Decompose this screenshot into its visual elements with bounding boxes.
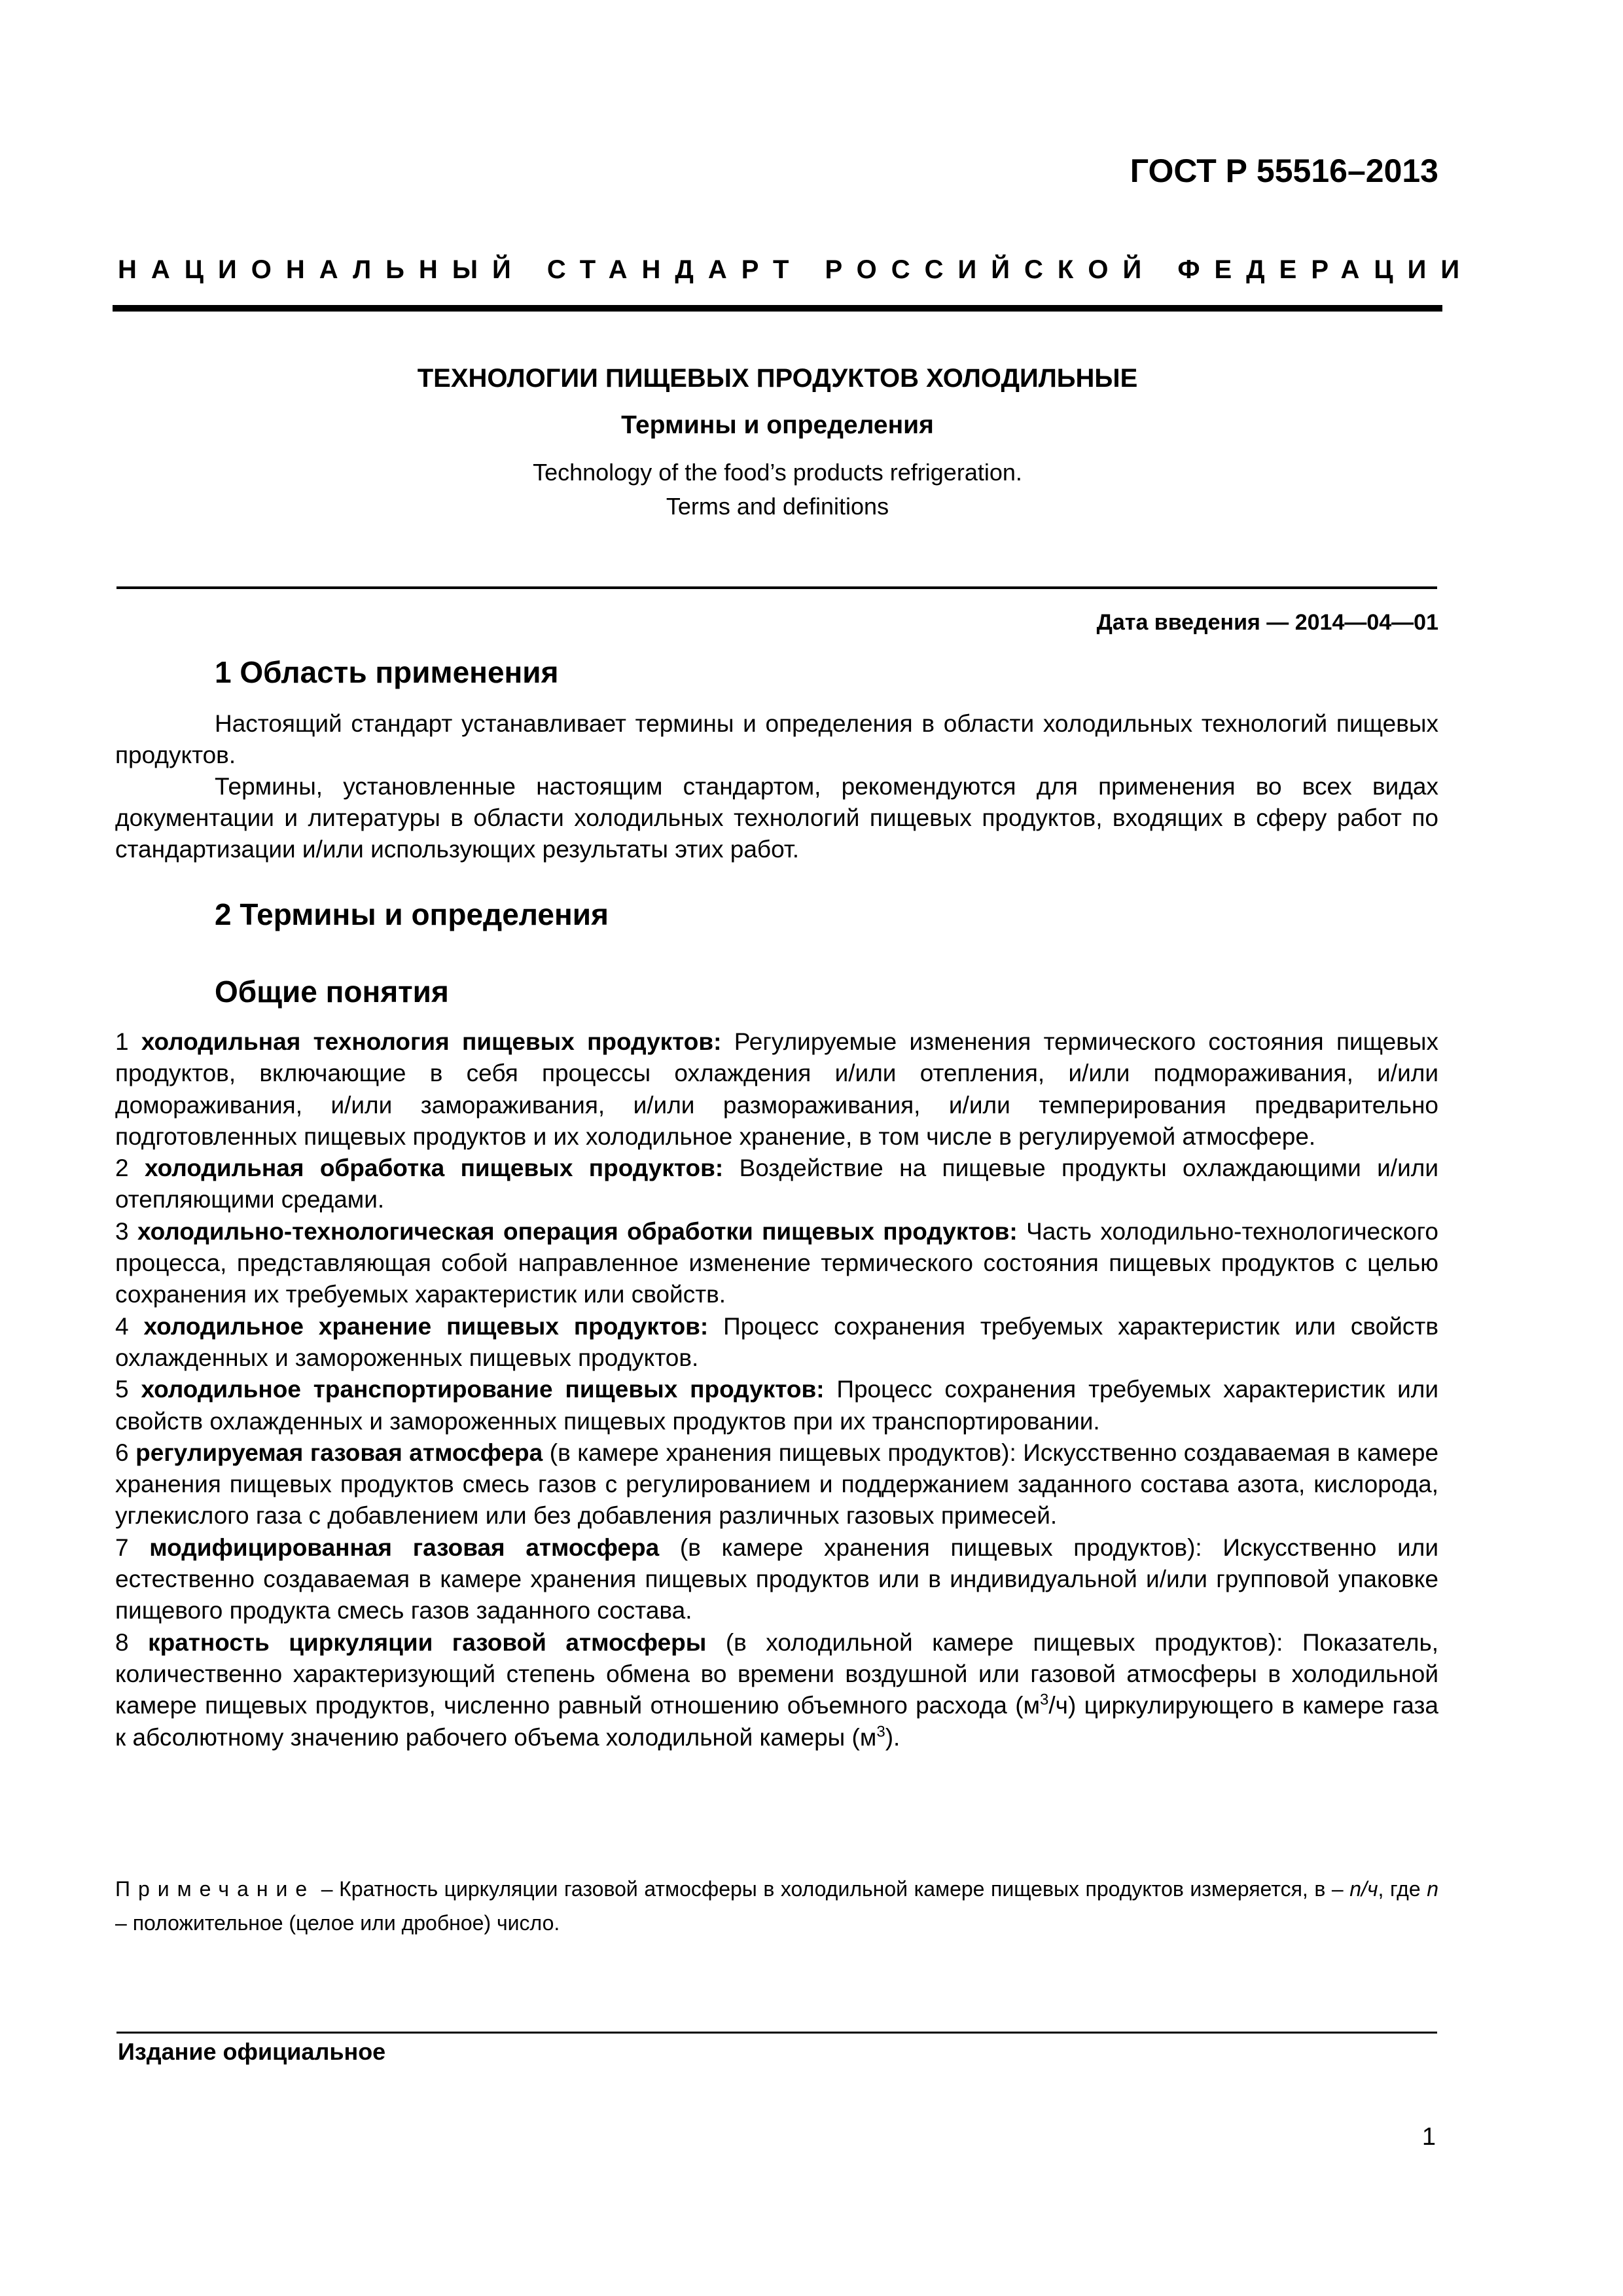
term-definition: Процесс сохранения требуемых характеристик или свойств охлажденных и замороженных пищевых продуктов при их транспортировании. — [115, 1376, 1439, 1435]
term-entry — [115, 1627, 1438, 1753]
term-name: холодильное хранение пищевых продуктов: — [143, 1312, 709, 1340]
term-definition: Процесс сохранения требуемых характеристик или свойств охлажденных и замороженных пищевых продуктов. — [115, 1312, 1438, 1371]
english-title — [113, 456, 1442, 524]
term-definition: Регулируемые изменения термического состояния пищевых продуктов, включающие в себя процессы охлаждения и/или отепления, и/или подмораживания, и/или домораживания, и/или замораживания, и/или размораживания, и/или темперирования предварительно подготовленных пищевых продуктов и их холодильное хранение, в том числе в регулируемой атмосфере. — [115, 1028, 1439, 1150]
term-definition: Искусственно создаваемая в камере хранения пищевых продуктов смесь газов с регулированием и поддержанием заданного состава азота, кислорода, углекислого газа с добавлением или без добавления различных газовых примесей. — [115, 1439, 1439, 1530]
terms-list — [115, 1026, 1438, 1753]
term-name: холодильное транспортирование пищевых продуктов: — [141, 1376, 825, 1403]
term-name: холодильная обработка пищевых продуктов: — [144, 1155, 724, 1182]
term-number: 5 — [115, 1376, 129, 1403]
superscript: 3 — [876, 1723, 885, 1741]
note-text: , где — [1378, 1877, 1427, 1901]
note-text: – положительное (целое или дробное) число. — [115, 1911, 560, 1935]
note — [115, 1872, 1438, 1940]
section-heading-terms: 2 Термины и определения — [215, 897, 609, 931]
national-standard-banner: НАЦИОНАЛЬНЫЙ СТАНДАРТ РОССИЙСКОЙ ФЕДЕРАЦИИ — [118, 255, 1474, 284]
document-subtitle: Термины и определения — [621, 411, 934, 439]
superscript: 3 — [1040, 1691, 1049, 1709]
scope-paragraph-2-text: Термины, установленные настоящим стандартом, рекомендуются для применения во всех видах документации и литературы в области холодильных технологий пищевых продуктов, входящих в сферу работ по стандартизации и/или использующих результаты этих работ. — [115, 773, 1438, 863]
term-number: 6 — [115, 1439, 129, 1466]
title-rule — [116, 586, 1437, 589]
term-entry — [115, 1216, 1438, 1311]
section-heading-scope: 1 Область применения — [215, 655, 559, 689]
term-entry — [115, 1153, 1438, 1216]
term-entry — [115, 1311, 1438, 1374]
scope-paragraph-1-text: Настоящий стандарт устанавливает термины и определения в области холодильных технологий пищевых продуктов. — [115, 710, 1438, 768]
term-definition-part: ). — [885, 1723, 901, 1751]
introduction-date: Дата введения — 2014—04—01 — [1096, 610, 1438, 635]
subsection-heading-general: Общие понятия — [215, 975, 449, 1009]
term-qualifier: (в камере хранения пищевых продуктов): — [549, 1439, 1016, 1466]
scope-paragraph-1 — [115, 708, 1438, 771]
term-name: холодильно-технологическая операция обработки пищевых продуктов: — [137, 1217, 1018, 1245]
document-title: ТЕХНОЛОГИИ ПИЩЕВЫХ ПРОДУКТОВ ХОЛОДИЛЬНЫЕ — [417, 364, 1138, 393]
gost-code: ГОСТ Р 55516–2013 — [1130, 152, 1438, 189]
term-number: 8 — [115, 1628, 129, 1656]
term-name: регулируемая газовая атмосфера — [135, 1439, 543, 1466]
term-number: 3 — [115, 1217, 129, 1245]
term-number: 1 — [115, 1028, 129, 1055]
term-qualifier: (в камере хранения пищевых продуктов): — [679, 1534, 1202, 1561]
term-entry — [115, 1437, 1438, 1532]
term-number: 4 — [115, 1312, 129, 1340]
term-entry — [115, 1532, 1438, 1627]
term-number: 2 — [115, 1155, 129, 1182]
page-number: 1 — [1421, 2123, 1436, 2151]
term-definition: Часть холодильно-технологического процесса, представляющая собой направленное изменение термического состояния пищевых продуктов с целью сохранения их требуемых характеристик или свойств. — [115, 1217, 1439, 1308]
term-definition: Искусственно или естественно создаваемая в камере хранения пищевых продуктов или в индивидуальной и/или групповой упаковке пищевого продукта смесь газов заданного состава. — [115, 1534, 1438, 1624]
scope-paragraph-2 — [115, 771, 1438, 865]
header-rule — [113, 305, 1442, 312]
term-qualifier: (в холодильной камере пищевых продуктов): — [725, 1628, 1283, 1656]
term-entry — [115, 1374, 1438, 1437]
term-name: холодильная технология пищевых продуктов: — [141, 1028, 722, 1055]
note-italic: n/ч — [1349, 1877, 1378, 1901]
note-text: – Кратность циркуляции газовой атмосферы в холодильной камере пищевых продуктов измеряется, в – — [315, 1877, 1350, 1901]
term-definition: Воздействие на пищевые продукты охлаждающими и/или отепляющими средами. — [115, 1155, 1439, 1213]
official-edition-label: Издание официальное — [118, 2038, 386, 2065]
note-italic: n — [1427, 1877, 1438, 1901]
term-entry — [115, 1026, 1438, 1153]
term-name: модифицированная газовая атмосфера — [149, 1534, 660, 1561]
term-name: кратность циркуляции газовой атмосферы — [148, 1628, 707, 1656]
footer-rule — [116, 2032, 1437, 2034]
term-definition-part: /ч) циркулирующего в камере газа к абсолютному значению рабочего объема холодильной камеры (м — [115, 1692, 1438, 1751]
english-title-line1: Technology of the food’s products refrigeration. — [533, 459, 1022, 486]
note-label: Примечание — [115, 1877, 315, 1901]
term-definition-part: Показатель, количественно характеризующий степень обмена во времени воздушной или газовой атмосферы в холодильной камере пищевых продуктов, численно равный отношению объемного расхода (м — [115, 1628, 1439, 1719]
term-number: 7 — [115, 1534, 129, 1561]
english-title-line2: Terms and definitions — [666, 493, 889, 520]
